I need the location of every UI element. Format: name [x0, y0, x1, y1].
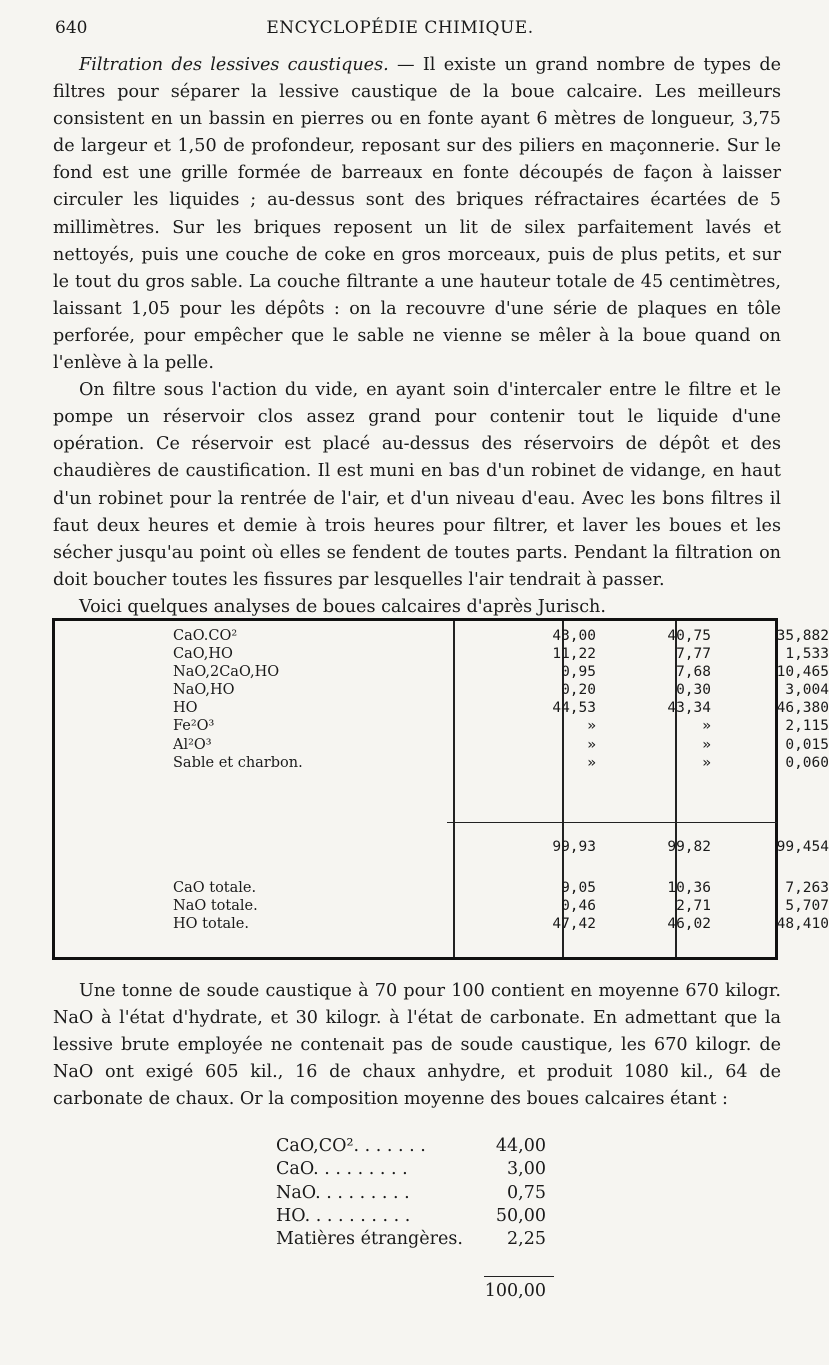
table-cell: »	[587, 754, 596, 771]
table-row-label: CaO,HO	[173, 646, 233, 663]
table-cell: 11,22	[552, 646, 596, 663]
table-total-cell: 99,93	[552, 839, 596, 855]
paragraph-filtration-text: — Il existe un grand nombre de types de filtres pour séparer la lessive caustique de la boue calcaire. Les meilleurs consistent en un bassin en pierres ou en fonte ayant 6 mètres de longueur, 3,75 de largeur et 1,50 de profondeur, reposant sur des piliers en maçonnerie. Sur le fond est une grille formée de barreaux en fonte découpés de façon à laisser circuler les liquides ; au-dessus sont des briques réfractaires écartées de 5 millimètres. Sur les briques reposent un lit de silex parfaitement lavés et nettoyés, puis une couche de coke en gros morceaux, puis de plus petits, et sur le tout du gros sable. La couche filtrante a une hauteur totale de 45 centimètres, laissant 1,05 pour les dépôts : on la recouvre d'une série de plaques en tôle perforée, pour empêcher que le sable ne vienne se mêler à la boue quand on l'enlève à la pelle.	[53, 55, 781, 374]
composition-sum-rule	[484, 1276, 554, 1277]
table-cell: 43,34	[667, 700, 711, 717]
table-cell: 1,533	[785, 646, 829, 663]
body-text-top	[53, 52, 781, 621]
running-header	[55, 14, 745, 44]
table-row-label: NaO,HO	[173, 682, 235, 699]
body-text-bottom	[53, 978, 781, 1113]
table-lower-cell: 10,36	[667, 880, 711, 896]
table-cell: »	[702, 754, 711, 771]
table-cell: 3,004	[785, 682, 829, 699]
table-lower-cell: 0,46	[561, 898, 596, 915]
composition-value: 3,00	[507, 1159, 546, 1180]
table-cell: 7,77	[676, 646, 711, 663]
paragraph-soda-ton: Une tonne de soude caustique à 70 pour 100 contient en moyenne 670 kilogr. NaO à l'état d'hydrate, et 30 kilogr. à l'état de carbonate. En admettant que la lessive brute employée ne contenait pas de soude caustique, les 670 kilogr. de NaO ont exigé 605 kil., 16 de chaux anhydre, et produit 1080 kil., 64 de carbonate de chaux. Or la composition moyenne des boues calcaires étant :	[53, 981, 781, 1110]
table-total-cell: 99,454	[776, 839, 829, 855]
table-row-label: Fe²O³	[173, 718, 215, 735]
table-cell: 0,95	[561, 664, 596, 681]
table-lower-cell: 9,05	[561, 880, 596, 896]
table-cell: »	[587, 736, 596, 753]
table-row-label: Al²O³	[173, 736, 212, 753]
table-lower-row-label: CaO totale.	[173, 880, 257, 896]
paragraph-vacuum: On filtre sous l'action du vide, en ayant soin d'intercaler entre le filtre et le pompe un réservoir clos assez grand pour contenir tout le liquide d'une opération. Ce réservoir est placé au-dessus des réservoirs de dépôt et des chaudières de caustification. Il est muni en bas d'un robinet de vidange, en haut d'un robinet pour la rentrée de l'air, et d'un niveau d'eau. Avec les bons filtres il faut deux heures et demie à trois heures pour filtrer, et laver les boues et les sécher jusqu'au point où elles se fendent de toutes parts. Pendant la filtration on doit boucher toutes les fissures par lesquelles l'air tendrait à passer.	[53, 380, 781, 590]
composition-label: Matières étrangères.	[276, 1229, 463, 1250]
composition-row	[276, 1205, 566, 1228]
composition-total: 100,00	[484, 1281, 546, 1301]
composition-label: CaO,CO². . . . . . .	[276, 1136, 426, 1156]
table-cell: 0,30	[676, 682, 711, 699]
table-row-label: CaO.CO²	[173, 628, 238, 644]
table-sum-rule	[447, 822, 777, 823]
composition-row	[276, 1182, 566, 1205]
paragraph-filtration	[53, 52, 781, 377]
composition-value: 44,00	[495, 1136, 546, 1156]
table-row-label: NaO,2CaO,HO	[173, 664, 280, 681]
table-cell: 46,380	[776, 700, 829, 717]
composition-value: 2,25	[507, 1229, 546, 1250]
table-cell: 10,465	[776, 664, 829, 681]
table-row-label: HO	[173, 700, 198, 717]
composition-row	[276, 1158, 566, 1181]
table-cell: 2,115	[785, 718, 829, 735]
analysis-table	[52, 618, 829, 960]
composition-row	[276, 1135, 566, 1158]
table-total-cell: 99,82	[667, 839, 711, 855]
paragraph-analyses-intro: Voici quelques analyses de boues calcaires d'après Jurisch.	[79, 596, 606, 617]
table-cell: »	[587, 718, 596, 735]
running-title: ENCYCLOPÉDIE CHIMIQUE.	[266, 18, 534, 38]
table-cell: 40,75	[667, 628, 711, 644]
table-label-column	[173, 627, 473, 933]
table-cell: 0,015	[785, 736, 829, 753]
table-cell: 0,060	[785, 754, 829, 771]
table-lower-row-label: HO totale.	[173, 916, 249, 933]
composition-row	[276, 1228, 566, 1251]
table-lower-cell: 46,02	[667, 916, 711, 933]
composition-list	[276, 1135, 566, 1301]
table-cell: »	[702, 736, 711, 753]
table-cell: 7,68	[676, 664, 711, 681]
table-lower-cell: 7,263	[785, 880, 829, 896]
table-lower-cell: 47,42	[552, 916, 596, 933]
table-lower-cell: 5,707	[785, 898, 829, 915]
page-number: 640	[55, 18, 88, 38]
composition-label: NaO. . . . . . . . .	[276, 1182, 410, 1203]
table-lower-cell: 2,71	[676, 898, 711, 915]
composition-label: CaO. . . . . . . . .	[276, 1159, 408, 1180]
composition-value: 50,00	[495, 1205, 546, 1226]
table-cell: 35,882	[776, 628, 829, 644]
composition-value: 0,75	[507, 1182, 546, 1203]
table-cell: 44,53	[552, 700, 596, 717]
table-cell: »	[702, 718, 711, 735]
table-cell: 43,00	[552, 628, 596, 644]
composition-label: HO. . . . . . . . . .	[276, 1205, 411, 1226]
table-row-label: Sable et charbon.	[173, 754, 303, 771]
table-lower-cell: 48,410	[776, 916, 829, 933]
table-lower-row-label: NaO totale.	[173, 898, 258, 915]
table-cell: 0,20	[561, 682, 596, 699]
section-lead: Filtration des lessives caustiques.	[79, 55, 389, 75]
